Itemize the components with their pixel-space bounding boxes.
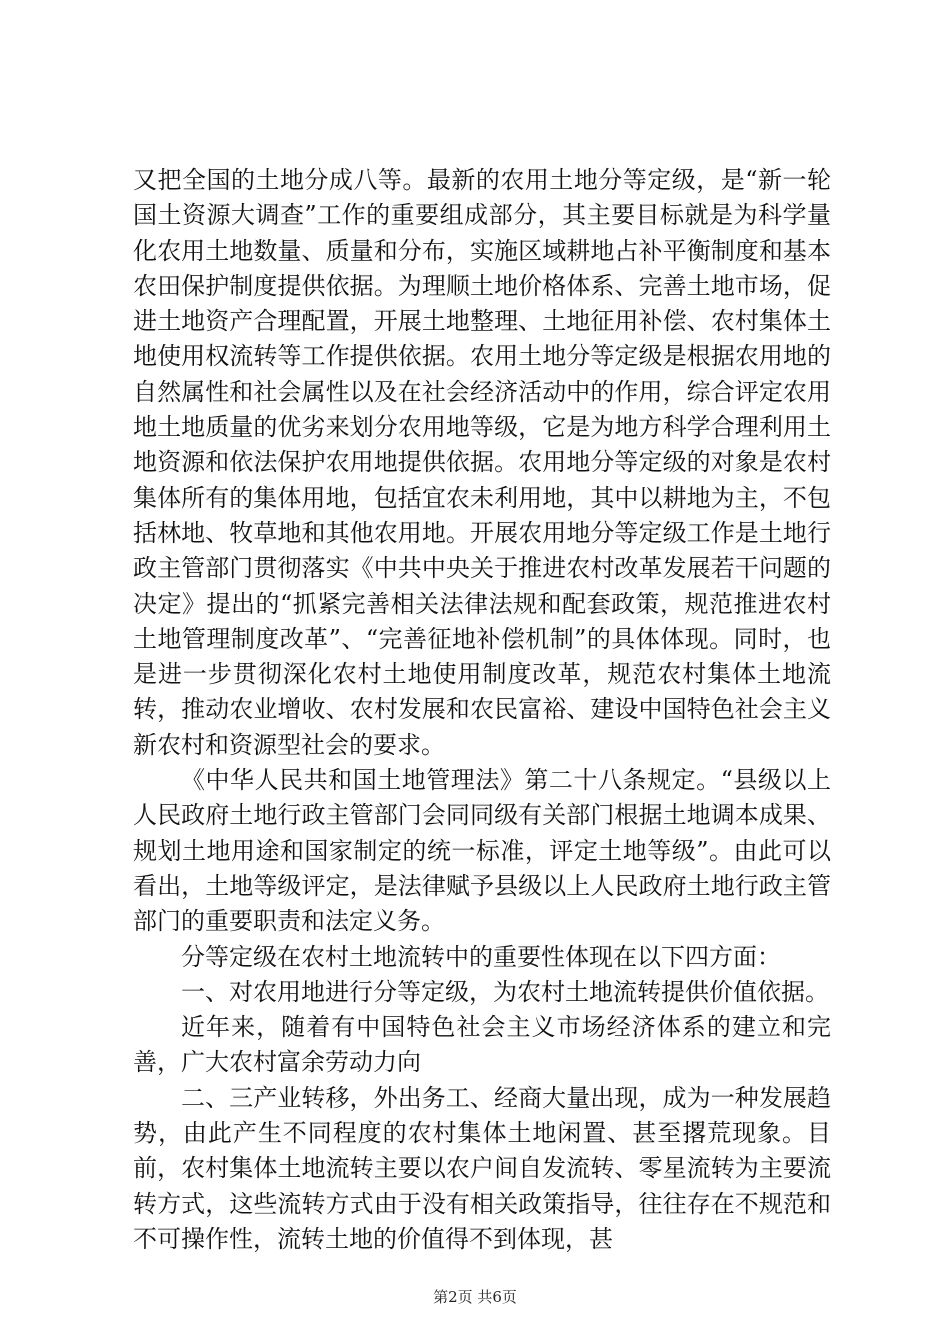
paragraph-point-one: 一、对农用地进行分等定级，为农村土地流转提供价值依据。 xyxy=(181,977,829,1006)
paragraph-four-aspects-intro: 分等定级在农村土地流转中的重要性体现在以下四方面： xyxy=(181,942,781,971)
paragraph-continuation: 又把全国的土地分成八等。最新的农用土地分等定级，是“新一轮国土资源大调查”工作的重要组成部分，其主要目标就是为科学量化农用土地数量、质量和分布，实施区域耕地占补平衡制度和基本农田保护制度提供依据。为理顺土地价格体系、完善土地市场，促进土地资产合理配置，开展土地整理、土地征用补偿、农村集体土地使用权流转等工作提供依据。农用土地分等定级是根据农用地的自然属性和社会属性以及在社会经济活动中的作用，综合评定农用地土地质量的优劣来划分农用地等级，它是为地方科学合理利用土地资源和依法保护农用地提供依据。农用地分等定级的对象是农村集体所有的集体用地，包括宜农未利用地，其中以耕地为主，不包括林地、牧草地和其他农用地。开展农用地分等定级工作是土地行政主管部门贯彻落实《中共中央关于推进农村改革发展若干问题的决定》提出的“抓紧完善相关法律法规和配套政策，规范推进农村土地管理制度改革”、“完善征地补偿机制”的具体体现。同时，也是进一步贯彻深化农村土地使用制度改革，规范农村集体土地流转，推动农业增收、农村发展和农民富裕、建设中国特色社会主义新农村和资源型社会的要求。 xyxy=(133,166,831,759)
paragraph-industry-transfer: 二、三产业转移，外出务工、经商大量出现，成为一种发展趋势，由此产生不同程度的农村集体土地闲置、甚至撂荒现象。目前，农村集体土地流转主要以农户间自发流转、零星流转为主要流转方式，这些流转方式由于没有相关政策指导，往往存在不规范和不可操作性，流转土地的价值得不到体现，甚 xyxy=(133,1083,831,1253)
paragraph-land-law: 《中华人民共和国土地管理法》第二十八条规定。“县级以上人民政府土地行政主管部门会同同级有关部门根据土地调本成果、规划土地用途和国家制定的统一标准，评定土地等级”。由此可以看出，土地等级评定，是法律赋予县级以上人民政府土地行政主管部门的重要职责和法定义务。 xyxy=(133,766,831,936)
page-footer: 第2页 共6页 xyxy=(433,1288,517,1306)
document-body xyxy=(133,163,831,1257)
paragraph-recent-years: 近年来，随着有中国特色社会主义市场经济体系的建立和完善，广大农村富余劳动力向 xyxy=(133,1013,831,1077)
